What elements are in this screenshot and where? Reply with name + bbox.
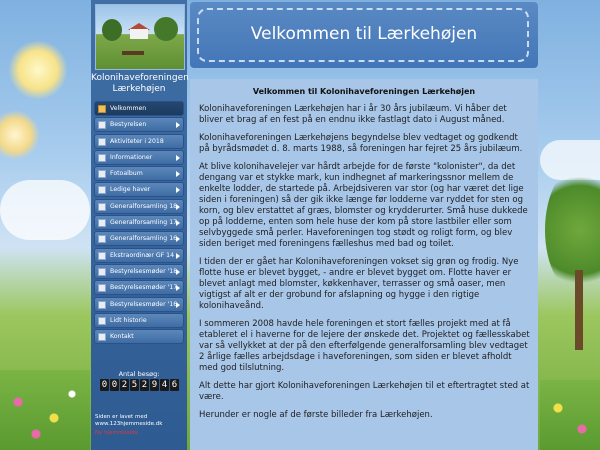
chevron-right-icon xyxy=(176,253,180,259)
sidebar-menu-item-label: Generalforsamling 18 xyxy=(110,202,178,210)
sidebar-menu-item[interactable] xyxy=(94,248,184,263)
page-icon xyxy=(98,138,106,146)
sidebar-menu-item[interactable] xyxy=(94,313,184,328)
sidebar-menu-item[interactable] xyxy=(94,215,184,230)
home-icon xyxy=(98,105,106,113)
sidebar-menu-item[interactable] xyxy=(94,101,184,116)
page-title: Velkommen til Lærkehøjen xyxy=(250,24,478,44)
page-icon xyxy=(98,235,106,243)
chevron-right-icon xyxy=(176,236,180,242)
counter-digit: 0 xyxy=(111,380,118,390)
page-icon xyxy=(98,301,106,309)
counter-digit: 2 xyxy=(141,380,148,390)
background-flowers xyxy=(0,370,90,450)
content-heading: Velkommen til Kolonihaveforeningen Lærkehøjen xyxy=(252,87,476,96)
sidebar-menu-item-label: Informationer xyxy=(110,153,153,161)
page-icon xyxy=(98,219,106,227)
page-header xyxy=(190,2,538,68)
sidebar-menu-item[interactable] xyxy=(94,134,184,149)
page-icon xyxy=(98,333,106,341)
sidebar-menu-item-label: Ekstraordinær GF 14 xyxy=(110,251,175,259)
content-paragraph: Herunder er nogle af de første billeder fra Lærkehøjen. xyxy=(199,410,433,420)
visit-counter-label: Antal besøg: xyxy=(118,370,160,378)
counter-digit: 2 xyxy=(121,380,128,390)
sidebar-menu-item[interactable] xyxy=(94,166,184,181)
counter-digit: 0 xyxy=(101,380,108,390)
counter-digit: 9 xyxy=(151,380,158,390)
content-paragraph: I sommeren 2008 havde hele foreningen et stort fælles projekt med at få etableret el i haverne for de lejere der ønskede det. Projektet og fællesskabet var så vellykket at der på den efterfølgende generalforsamling blev vedtaget 2 årlige fælles arbejdsdage i haveforeningen, som siden er blevet afholdt med god tilslutning. xyxy=(199,319,530,373)
chevron-right-icon xyxy=(176,302,180,308)
background-sun xyxy=(0,110,40,160)
counter-digit: 6 xyxy=(171,380,178,390)
page-icon xyxy=(98,154,106,162)
main-content xyxy=(190,79,538,450)
page-icon xyxy=(98,252,106,260)
page-icon xyxy=(98,203,106,211)
sidebar xyxy=(91,0,187,450)
chevron-right-icon xyxy=(176,122,180,128)
content-paragraph: Kolonihaveforeningen Lærkehøjens begyndelse blev vedtaget og godkendt på byrådsmødet d. 8. marts 1988, så foreningen har fejret 25 års jubilæum. xyxy=(199,133,523,154)
sidebar-menu-item-label: Ledige haver xyxy=(110,186,151,194)
sidebar-menu-item[interactable] xyxy=(94,264,184,279)
sidebar-menu-item-label: Bestyrelsen xyxy=(110,121,147,129)
sidebar-menu-item[interactable] xyxy=(94,231,184,246)
sidebar-menu-item[interactable] xyxy=(94,199,184,214)
background-sun xyxy=(8,40,68,100)
photo-tree xyxy=(154,17,178,41)
sidebar-menu-item-label: Generalforsamling 17 xyxy=(110,219,178,227)
sidebar-menu-item-label: Bestyrelsesmøder '16 xyxy=(110,300,178,308)
counter-digit: 4 xyxy=(161,380,168,390)
background-flowers xyxy=(540,380,600,450)
chevron-right-icon xyxy=(176,171,180,177)
page-icon xyxy=(98,186,106,194)
sidebar-menu-item-label: Generalforsamling 16 xyxy=(110,235,178,243)
chevron-right-icon xyxy=(176,204,180,210)
chevron-right-icon xyxy=(176,269,180,275)
counter-digit: 5 xyxy=(131,380,138,390)
background-tree xyxy=(545,165,600,295)
page-icon xyxy=(98,284,106,292)
sidebar-menu-item-label: Lidt historie xyxy=(110,316,147,324)
sidebar-menu-item[interactable] xyxy=(94,329,184,344)
content-paragraph: I tiden der er gået har Kolonihaveforeningen vokset sig grøn og frodig. Nye flotte huse er blevet bygget, - andre er blevet bygget om. Flotte haver er blevet anlagt med blomster, køkkenhaver, terrasser og små oaser, men vigtigst af alt er der grobund for afslapning og hygge i den rigtige kolonihaveånd. xyxy=(199,257,519,311)
photo-table xyxy=(122,51,144,55)
sidebar-menu-item-label: Bestyrelsesmøder '18 xyxy=(110,267,178,275)
sidebar-menu-item-label: Bestyrelsesmøder '17 xyxy=(110,284,178,292)
photo-tree xyxy=(102,19,122,41)
sidebar-menu-item[interactable] xyxy=(94,297,184,312)
page-icon xyxy=(98,170,106,178)
sidebar-menu-item[interactable] xyxy=(94,150,184,165)
sidebar-menu-item-label: Fotoalbum xyxy=(110,170,143,178)
page-icon xyxy=(98,268,106,276)
content-paragraph: Kolonihaveforeningen Lærkehøjen har i år 30 års jubilæum. Vi håber det bliver et brag af en fest på en endnu ikke fastlagt dato i August måned. xyxy=(199,104,507,125)
photo-house xyxy=(130,29,148,39)
sidebar-menu-item[interactable] xyxy=(94,117,184,132)
sidebar-menu-item-label: Velkommen xyxy=(110,105,147,112)
visit-counter xyxy=(100,379,179,391)
garden-photo xyxy=(95,4,185,70)
background-cloud xyxy=(0,180,90,240)
content-paragraph: Alt dette har gjort Kolonihaveforeningen Lærkehøjen til et eftertragtet sted at være. xyxy=(199,381,530,402)
new-website-link[interactable]: Ny hjemmeside xyxy=(95,430,138,436)
sidebar-menu-item-label: Kontakt xyxy=(110,333,134,341)
page-icon xyxy=(98,121,106,129)
content-paragraph: At blive kolonihavelejer var hårdt arbejde for de første "kolonister", da det dengang var et stykke mark, kun indhegnet af markeringssnor mellem de enkelte lodder, de startede på. Arbejdsiveren var stor (og har været det lige siden i foreningen) så der gik ikke længe før lodderne var ryddet for sten og korn, og blev erstattet af græs, blomster og krydderurter. Små huse dukkede op på lodderne, enten som hele huse der kom på store lastbiler eller som selvbyggede små perler. Haveforeningen tog stødt og roligt form, og blev siden beriget med foreningens fælleshus med bad og toilet. xyxy=(199,162,528,249)
page-icon xyxy=(98,317,106,325)
sidebar-menu-item[interactable] xyxy=(94,280,184,295)
credit-text: Siden er lavet med www.123hjemmeside.dk xyxy=(95,414,163,427)
content-body xyxy=(199,104,531,428)
site-name: Kolonihaveforeningen Lærkehøjen xyxy=(91,73,189,94)
sidebar-menu-item[interactable] xyxy=(94,182,184,197)
chevron-right-icon xyxy=(176,285,180,291)
chevron-right-icon xyxy=(176,220,180,226)
background-tree-trunk xyxy=(575,270,583,350)
chevron-right-icon xyxy=(176,187,180,193)
chevron-right-icon xyxy=(176,155,180,161)
sidebar-menu xyxy=(94,101,184,345)
sidebar-menu-item-label: Aktiviteter i 2018 xyxy=(110,137,164,145)
